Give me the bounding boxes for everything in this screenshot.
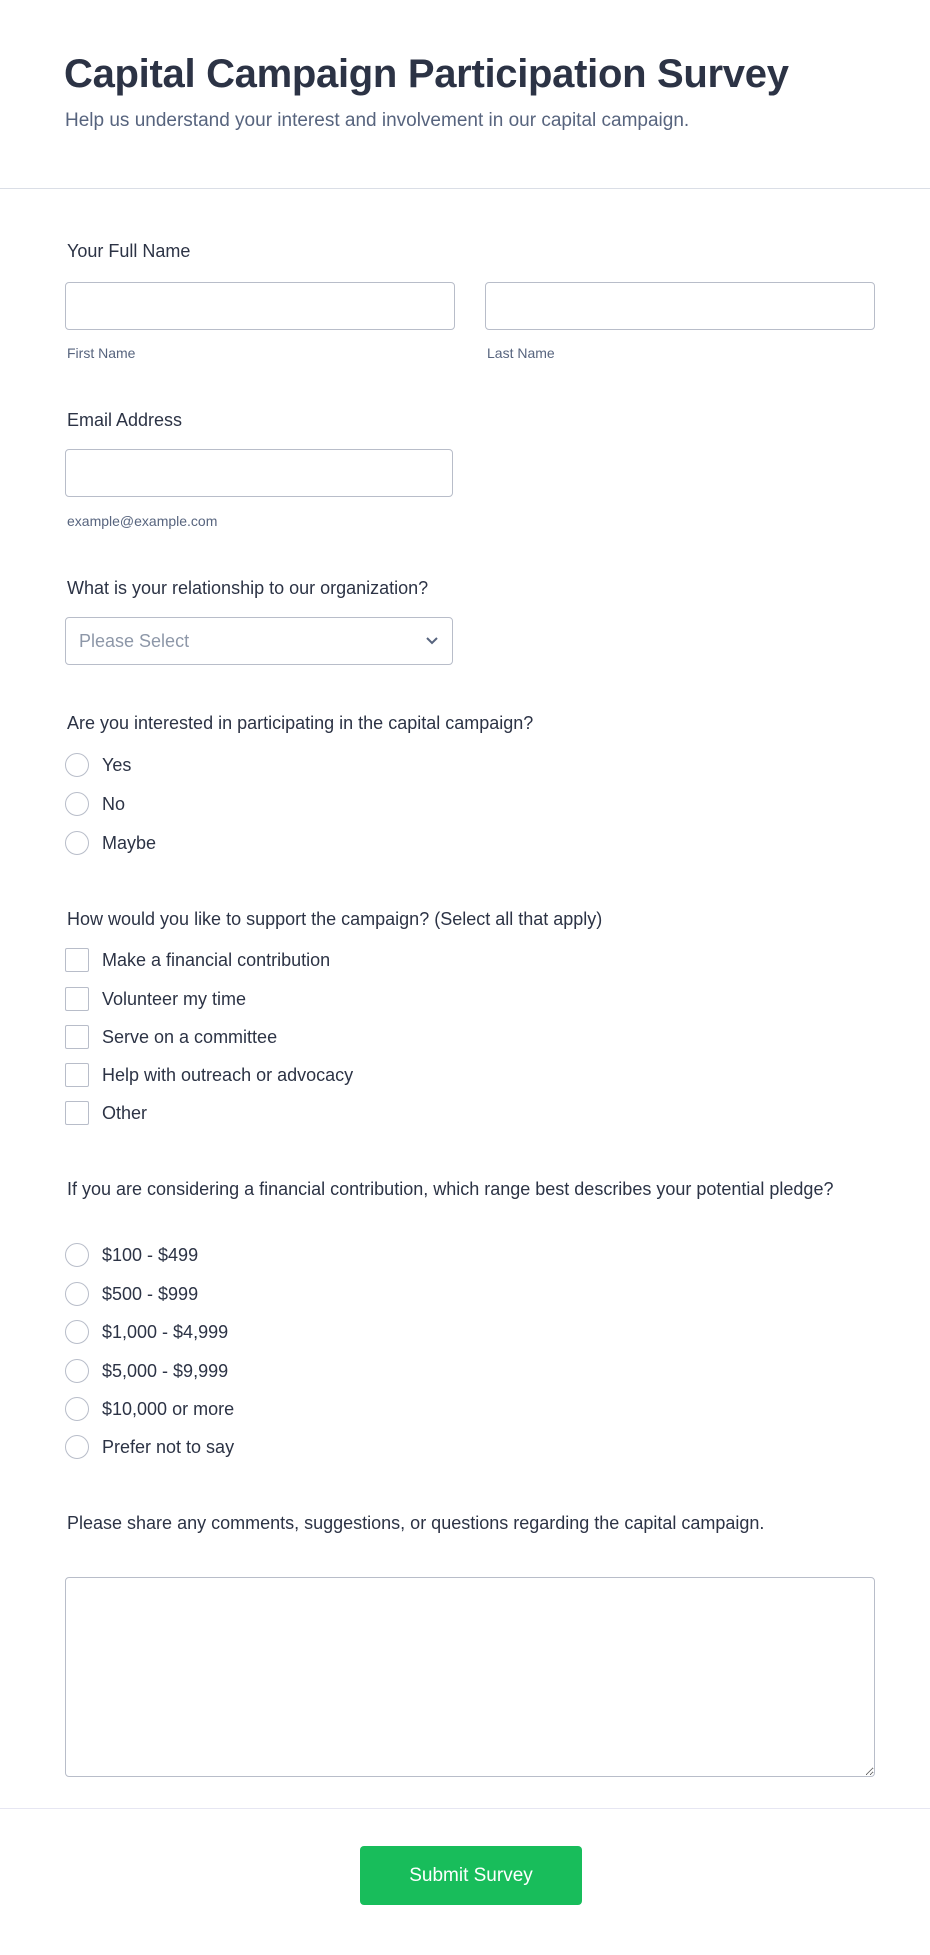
email-input[interactable] [65,449,453,497]
option-label: $10,000 or more [102,1398,235,1419]
radio-button[interactable] [65,831,89,855]
interest-option-maybe[interactable] [65,830,156,856]
last-name-sublabel: Last Name [487,345,555,361]
pledge-option[interactable] [65,1358,228,1384]
option-label: $1,000 - $4,999 [102,1321,229,1342]
checkbox[interactable] [65,948,89,972]
footer-divider [0,1808,930,1809]
radio-button[interactable] [65,1397,89,1421]
radio-button[interactable] [65,1282,89,1306]
page-title: Capital Campaign Participation Survey [64,52,789,96]
comments-label: Please share any comments, suggestions, or questions regarding the capital campaign. [67,1513,765,1533]
support-option[interactable] [65,1062,353,1088]
relationship-label: What is your relationship to our organization? [67,578,429,598]
checkbox[interactable] [65,1063,89,1087]
header-divider [0,188,930,189]
radio-button[interactable] [65,792,89,816]
pledge-label: If you are considering a financial contribution, which range best describes your potential pledge? [67,1179,834,1199]
option-label: Prefer not to say [102,1436,235,1457]
checkbox[interactable] [65,1025,89,1049]
radio-button[interactable] [65,1359,89,1383]
checkbox[interactable] [65,1101,89,1125]
option-label: Serve on a committee [102,1026,278,1047]
support-option[interactable] [65,1100,147,1126]
support-option[interactable] [65,947,330,973]
pledge-option[interactable] [65,1434,234,1460]
relationship-selected: Please Select [79,630,190,651]
option-label: Make a financial contribution [102,949,331,970]
option-label: $100 - $499 [102,1244,199,1265]
option-label: Help with outreach or advocacy [102,1064,354,1085]
option-label: Volunteer my time [102,988,247,1009]
chevron-down-icon [425,636,439,646]
email-label: Email Address [67,410,183,430]
option-label: No [102,793,126,814]
full-name-label: Your Full Name [67,241,191,261]
radio-button[interactable] [65,1243,89,1267]
last-name-input[interactable] [485,282,875,330]
interest-option-yes[interactable] [65,752,131,778]
relationship-select[interactable] [65,617,453,665]
option-label: Yes [102,754,132,775]
interest-label: Are you interested in participating in the capital campaign? [67,713,534,733]
pledge-option[interactable] [65,1242,198,1268]
support-option[interactable] [65,986,246,1012]
option-label: $500 - $999 [102,1283,199,1304]
option-label: Maybe [102,832,157,853]
submit-button[interactable]: Submit Survey [360,1846,582,1905]
pledge-option[interactable] [65,1319,228,1345]
first-name-sublabel: First Name [67,345,136,361]
support-label: How would you like to support the campaign? (Select all that apply) [67,909,603,929]
email-helper: example@example.com [67,513,218,529]
option-label: Other [102,1102,148,1123]
option-label: $5,000 - $9,999 [102,1360,229,1381]
radio-button[interactable] [65,1320,89,1344]
page-subtitle: Help us understand your interest and involvement in our capital campaign. [65,110,690,131]
support-option[interactable] [65,1024,277,1050]
interest-option-no[interactable] [65,791,125,817]
checkbox[interactable] [65,987,89,1011]
comments-textarea[interactable] [65,1577,875,1777]
radio-button[interactable] [65,1435,89,1459]
first-name-input[interactable] [65,282,455,330]
pledge-option[interactable] [65,1396,234,1422]
pledge-option[interactable] [65,1281,198,1307]
radio-button[interactable] [65,753,89,777]
